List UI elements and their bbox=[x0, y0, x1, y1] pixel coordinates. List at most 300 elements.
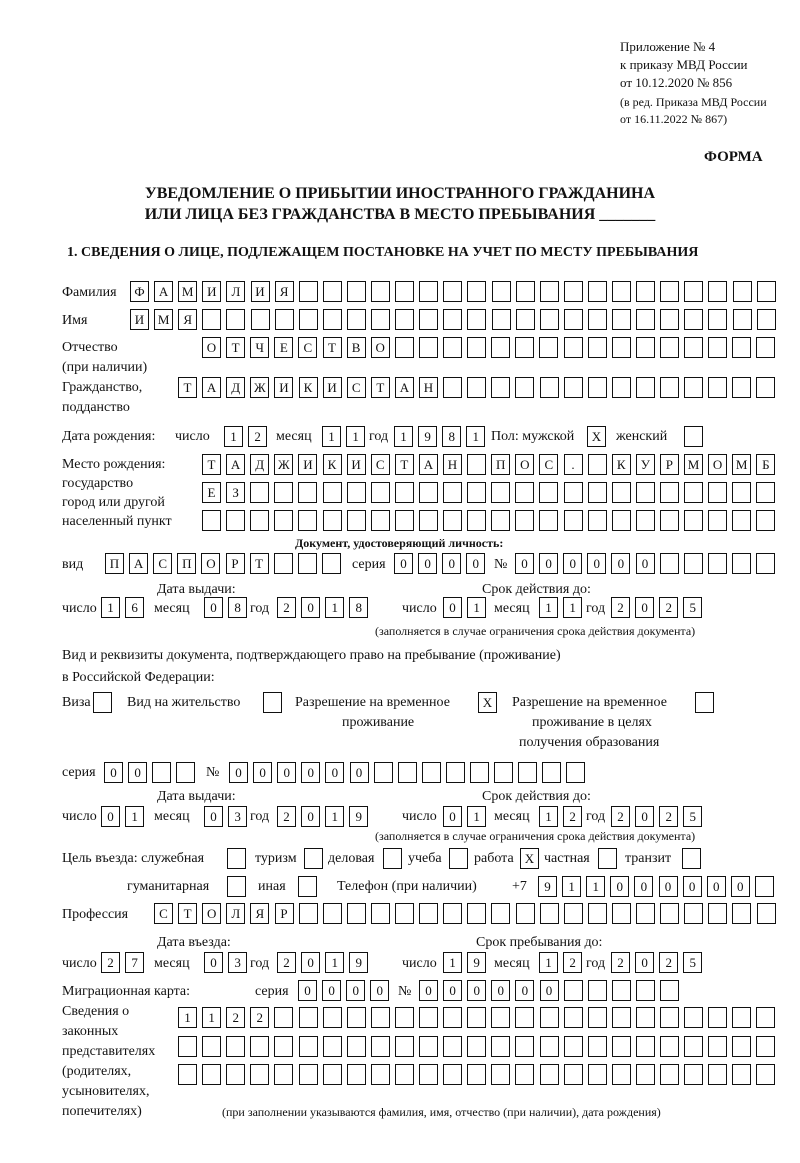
char-cell[interactable] bbox=[371, 903, 390, 924]
char-cell[interactable]: 1 bbox=[467, 806, 486, 827]
char-cell[interactable]: У bbox=[636, 454, 655, 475]
char-cell[interactable] bbox=[708, 1007, 727, 1028]
char-cell[interactable] bbox=[347, 482, 366, 503]
char-cell[interactable]: О bbox=[371, 337, 390, 358]
char-cell[interactable] bbox=[660, 377, 679, 398]
char-cell[interactable] bbox=[443, 1007, 462, 1028]
char-cell[interactable] bbox=[152, 762, 171, 783]
char-cell[interactable]: Т bbox=[202, 454, 221, 475]
char-cell[interactable]: М bbox=[684, 454, 703, 475]
char-cell[interactable]: 2 bbox=[611, 806, 630, 827]
char-cell[interactable] bbox=[226, 309, 245, 330]
char-cell[interactable]: 9 bbox=[349, 952, 368, 973]
char-cell[interactable]: 2 bbox=[277, 806, 296, 827]
char-cell[interactable]: И bbox=[274, 377, 293, 398]
char-cell[interactable] bbox=[756, 1007, 775, 1028]
char-cell[interactable] bbox=[564, 377, 583, 398]
char-cell[interactable] bbox=[492, 281, 511, 302]
char-cell[interactable]: 0 bbox=[325, 762, 344, 783]
char-cell[interactable] bbox=[684, 377, 703, 398]
char-cell[interactable] bbox=[539, 482, 558, 503]
char-cell[interactable]: 8 bbox=[442, 426, 461, 447]
char-cell[interactable]: 0 bbox=[418, 553, 437, 574]
char-cell[interactable]: 0 bbox=[204, 597, 223, 618]
char-cell[interactable]: А bbox=[129, 553, 148, 574]
char-cell[interactable]: 2 bbox=[659, 806, 678, 827]
char-cell[interactable] bbox=[636, 510, 655, 531]
checkbox[interactable] bbox=[227, 848, 246, 869]
char-cell[interactable] bbox=[347, 1036, 366, 1057]
char-cell[interactable]: 0 bbox=[322, 980, 341, 1001]
checkbox[interactable] bbox=[695, 692, 714, 713]
char-cell[interactable]: И bbox=[130, 309, 149, 330]
char-cell[interactable]: 1 bbox=[325, 952, 344, 973]
char-cell[interactable] bbox=[757, 903, 776, 924]
char-cell[interactable]: 1 bbox=[562, 876, 581, 897]
char-cell[interactable] bbox=[467, 1064, 486, 1085]
char-cell[interactable]: 0 bbox=[229, 762, 248, 783]
char-cell[interactable]: 9 bbox=[349, 806, 368, 827]
char-cell[interactable] bbox=[443, 903, 462, 924]
char-cell[interactable]: Н bbox=[443, 454, 462, 475]
char-cell[interactable] bbox=[323, 309, 342, 330]
char-cell[interactable] bbox=[636, 980, 655, 1001]
char-cell[interactable]: 2 bbox=[563, 806, 582, 827]
char-cell[interactable] bbox=[540, 903, 559, 924]
char-cell[interactable] bbox=[708, 1064, 727, 1085]
char-cell[interactable]: 0 bbox=[635, 806, 654, 827]
char-cell[interactable] bbox=[516, 903, 535, 924]
char-cell[interactable] bbox=[274, 553, 293, 574]
char-cell[interactable] bbox=[515, 510, 534, 531]
char-cell[interactable] bbox=[756, 482, 775, 503]
char-cell[interactable] bbox=[419, 309, 438, 330]
char-cell[interactable] bbox=[419, 1064, 438, 1085]
char-cell[interactable]: 0 bbox=[277, 762, 296, 783]
char-cell[interactable] bbox=[660, 337, 679, 358]
char-cell[interactable] bbox=[732, 482, 751, 503]
checkbox[interactable] bbox=[449, 848, 468, 869]
char-cell[interactable] bbox=[564, 980, 583, 1001]
char-cell[interactable]: 0 bbox=[683, 876, 702, 897]
char-cell[interactable] bbox=[299, 281, 318, 302]
char-cell[interactable] bbox=[299, 1036, 318, 1057]
char-cell[interactable]: 6 bbox=[125, 597, 144, 618]
char-cell[interactable] bbox=[539, 510, 558, 531]
char-cell[interactable]: О bbox=[202, 903, 221, 924]
char-cell[interactable] bbox=[612, 1064, 631, 1085]
char-cell[interactable]: 5 bbox=[683, 597, 702, 618]
char-cell[interactable]: Е bbox=[202, 482, 221, 503]
char-cell[interactable] bbox=[178, 1036, 197, 1057]
char-cell[interactable] bbox=[419, 510, 438, 531]
char-cell[interactable] bbox=[275, 309, 294, 330]
char-cell[interactable] bbox=[371, 1007, 390, 1028]
char-cell[interactable]: С bbox=[153, 553, 172, 574]
char-cell[interactable] bbox=[274, 1036, 293, 1057]
char-cell[interactable] bbox=[588, 903, 607, 924]
char-cell[interactable]: 1 bbox=[224, 426, 243, 447]
char-cell[interactable] bbox=[491, 377, 510, 398]
char-cell[interactable] bbox=[612, 510, 631, 531]
char-cell[interactable] bbox=[371, 281, 390, 302]
char-cell[interactable]: 0 bbox=[298, 980, 317, 1001]
char-cell[interactable] bbox=[371, 510, 390, 531]
char-cell[interactable] bbox=[323, 1064, 342, 1085]
char-cell[interactable] bbox=[684, 309, 703, 330]
char-cell[interactable] bbox=[708, 377, 727, 398]
char-cell[interactable]: Д bbox=[250, 454, 269, 475]
char-cell[interactable] bbox=[371, 482, 390, 503]
char-cell[interactable] bbox=[226, 1064, 245, 1085]
char-cell[interactable] bbox=[299, 903, 318, 924]
char-cell[interactable]: Ж bbox=[274, 454, 293, 475]
char-cell[interactable] bbox=[494, 762, 513, 783]
char-cell[interactable]: Т bbox=[323, 337, 342, 358]
char-cell[interactable]: 0 bbox=[635, 952, 654, 973]
char-cell[interactable] bbox=[395, 281, 414, 302]
char-cell[interactable] bbox=[684, 1036, 703, 1057]
char-cell[interactable]: В bbox=[347, 337, 366, 358]
char-cell[interactable] bbox=[467, 482, 486, 503]
char-cell[interactable]: 0 bbox=[467, 980, 486, 1001]
char-cell[interactable] bbox=[564, 1036, 583, 1057]
char-cell[interactable] bbox=[395, 309, 414, 330]
char-cell[interactable]: С bbox=[539, 454, 558, 475]
char-cell[interactable]: П bbox=[491, 454, 510, 475]
char-cell[interactable]: 7 bbox=[125, 952, 144, 973]
char-cell[interactable]: И bbox=[298, 454, 317, 475]
char-cell[interactable] bbox=[422, 762, 441, 783]
char-cell[interactable] bbox=[274, 1007, 293, 1028]
char-cell[interactable]: И bbox=[251, 281, 270, 302]
char-cell[interactable] bbox=[757, 309, 776, 330]
char-cell[interactable]: М bbox=[154, 309, 173, 330]
char-cell[interactable] bbox=[419, 337, 438, 358]
char-cell[interactable] bbox=[491, 1036, 510, 1057]
char-cell[interactable] bbox=[398, 762, 417, 783]
char-cell[interactable] bbox=[443, 1064, 462, 1085]
char-cell[interactable]: 0 bbox=[466, 553, 485, 574]
char-cell[interactable]: О bbox=[708, 454, 727, 475]
char-cell[interactable] bbox=[756, 337, 775, 358]
char-cell[interactable] bbox=[660, 903, 679, 924]
char-cell[interactable]: 0 bbox=[515, 553, 534, 574]
char-cell[interactable]: 0 bbox=[731, 876, 750, 897]
char-cell[interactable] bbox=[756, 510, 775, 531]
char-cell[interactable]: З bbox=[226, 482, 245, 503]
char-cell[interactable]: 0 bbox=[394, 553, 413, 574]
char-cell[interactable]: 0 bbox=[346, 980, 365, 1001]
char-cell[interactable] bbox=[660, 510, 679, 531]
char-cell[interactable]: 5 bbox=[683, 952, 702, 973]
char-cell[interactable] bbox=[176, 762, 195, 783]
char-cell[interactable]: К bbox=[612, 454, 631, 475]
char-cell[interactable] bbox=[636, 309, 655, 330]
char-cell[interactable]: 2 bbox=[659, 952, 678, 973]
char-cell[interactable] bbox=[684, 903, 703, 924]
checkbox[interactable] bbox=[304, 848, 323, 869]
char-cell[interactable]: О bbox=[515, 454, 534, 475]
char-cell[interactable] bbox=[491, 1064, 510, 1085]
char-cell[interactable] bbox=[756, 553, 775, 574]
char-cell[interactable] bbox=[588, 980, 607, 1001]
checkbox[interactable]: X bbox=[478, 692, 497, 713]
char-cell[interactable] bbox=[588, 1036, 607, 1057]
char-cell[interactable] bbox=[446, 762, 465, 783]
char-cell[interactable] bbox=[251, 309, 270, 330]
char-cell[interactable] bbox=[564, 903, 583, 924]
char-cell[interactable] bbox=[467, 1036, 486, 1057]
char-cell[interactable] bbox=[612, 482, 631, 503]
char-cell[interactable] bbox=[202, 1036, 221, 1057]
char-cell[interactable] bbox=[443, 482, 462, 503]
char-cell[interactable]: Е bbox=[274, 337, 293, 358]
char-cell[interactable] bbox=[515, 1064, 534, 1085]
char-cell[interactable] bbox=[395, 1064, 414, 1085]
char-cell[interactable] bbox=[347, 309, 366, 330]
char-cell[interactable]: 0 bbox=[587, 553, 606, 574]
char-cell[interactable] bbox=[540, 1007, 559, 1028]
char-cell[interactable] bbox=[588, 1064, 607, 1085]
char-cell[interactable]: 0 bbox=[104, 762, 123, 783]
char-cell[interactable] bbox=[732, 1036, 751, 1057]
char-cell[interactable] bbox=[395, 1007, 414, 1028]
char-cell[interactable] bbox=[299, 309, 318, 330]
char-cell[interactable] bbox=[443, 281, 462, 302]
char-cell[interactable]: 1 bbox=[346, 426, 365, 447]
char-cell[interactable] bbox=[539, 337, 558, 358]
char-cell[interactable] bbox=[491, 903, 510, 924]
char-cell[interactable]: 2 bbox=[277, 597, 296, 618]
char-cell[interactable] bbox=[274, 482, 293, 503]
char-cell[interactable] bbox=[636, 482, 655, 503]
char-cell[interactable] bbox=[733, 309, 752, 330]
char-cell[interactable] bbox=[564, 337, 583, 358]
char-cell[interactable] bbox=[588, 510, 607, 531]
char-cell[interactable]: 1 bbox=[539, 806, 558, 827]
char-cell[interactable] bbox=[515, 337, 534, 358]
char-cell[interactable] bbox=[542, 762, 561, 783]
char-cell[interactable] bbox=[467, 454, 486, 475]
char-cell[interactable] bbox=[347, 903, 366, 924]
char-cell[interactable]: 2 bbox=[101, 952, 120, 973]
checkbox[interactable]: X bbox=[587, 426, 606, 447]
char-cell[interactable] bbox=[564, 1007, 583, 1028]
checkbox[interactable] bbox=[227, 876, 246, 897]
char-cell[interactable] bbox=[564, 281, 583, 302]
char-cell[interactable]: Р bbox=[275, 903, 294, 924]
char-cell[interactable]: 2 bbox=[226, 1007, 245, 1028]
char-cell[interactable] bbox=[636, 1064, 655, 1085]
char-cell[interactable]: 8 bbox=[349, 597, 368, 618]
char-cell[interactable] bbox=[467, 903, 486, 924]
char-cell[interactable]: Т bbox=[371, 377, 390, 398]
char-cell[interactable] bbox=[491, 510, 510, 531]
char-cell[interactable]: И bbox=[202, 281, 221, 302]
char-cell[interactable]: Л bbox=[226, 281, 245, 302]
char-cell[interactable] bbox=[323, 903, 342, 924]
char-cell[interactable] bbox=[660, 1036, 679, 1057]
char-cell[interactable]: 3 bbox=[228, 806, 247, 827]
char-cell[interactable] bbox=[540, 281, 559, 302]
char-cell[interactable] bbox=[684, 553, 703, 574]
char-cell[interactable] bbox=[274, 1064, 293, 1085]
char-cell[interactable] bbox=[636, 337, 655, 358]
checkbox[interactable] bbox=[598, 848, 617, 869]
char-cell[interactable]: К bbox=[323, 454, 342, 475]
char-cell[interactable] bbox=[299, 1007, 318, 1028]
char-cell[interactable]: Я bbox=[275, 281, 294, 302]
char-cell[interactable]: 0 bbox=[204, 806, 223, 827]
char-cell[interactable] bbox=[732, 510, 751, 531]
char-cell[interactable] bbox=[518, 762, 537, 783]
char-cell[interactable]: Ф bbox=[130, 281, 149, 302]
char-cell[interactable] bbox=[708, 510, 727, 531]
char-cell[interactable] bbox=[467, 281, 486, 302]
checkbox[interactable] bbox=[684, 426, 703, 447]
char-cell[interactable] bbox=[684, 1064, 703, 1085]
char-cell[interactable]: И bbox=[347, 454, 366, 475]
char-cell[interactable]: 1 bbox=[563, 597, 582, 618]
char-cell[interactable] bbox=[708, 1036, 727, 1057]
char-cell[interactable] bbox=[612, 1007, 631, 1028]
char-cell[interactable] bbox=[470, 762, 489, 783]
char-cell[interactable] bbox=[755, 876, 774, 897]
char-cell[interactable] bbox=[660, 1007, 679, 1028]
char-cell[interactable] bbox=[732, 377, 751, 398]
char-cell[interactable] bbox=[226, 1036, 245, 1057]
char-cell[interactable]: А bbox=[202, 377, 221, 398]
char-cell[interactable] bbox=[347, 1064, 366, 1085]
char-cell[interactable]: 0 bbox=[635, 597, 654, 618]
char-cell[interactable]: 0 bbox=[634, 876, 653, 897]
char-cell[interactable]: 9 bbox=[538, 876, 557, 897]
char-cell[interactable] bbox=[443, 510, 462, 531]
char-cell[interactable] bbox=[564, 1064, 583, 1085]
char-cell[interactable] bbox=[371, 309, 390, 330]
char-cell[interactable] bbox=[298, 553, 317, 574]
char-cell[interactable] bbox=[492, 309, 511, 330]
char-cell[interactable]: Л bbox=[226, 903, 245, 924]
char-cell[interactable]: 0 bbox=[442, 553, 461, 574]
char-cell[interactable] bbox=[298, 510, 317, 531]
char-cell[interactable] bbox=[612, 980, 631, 1001]
char-cell[interactable] bbox=[660, 553, 679, 574]
char-cell[interactable] bbox=[323, 482, 342, 503]
char-cell[interactable] bbox=[515, 1036, 534, 1057]
char-cell[interactable]: Т bbox=[395, 454, 414, 475]
char-cell[interactable] bbox=[419, 1007, 438, 1028]
char-cell[interactable]: М bbox=[178, 281, 197, 302]
char-cell[interactable] bbox=[540, 377, 559, 398]
char-cell[interactable]: Я bbox=[250, 903, 269, 924]
char-cell[interactable] bbox=[588, 454, 607, 475]
char-cell[interactable]: 9 bbox=[467, 952, 486, 973]
char-cell[interactable]: 0 bbox=[563, 553, 582, 574]
char-cell[interactable] bbox=[612, 903, 631, 924]
checkbox[interactable] bbox=[263, 692, 282, 713]
char-cell[interactable]: С bbox=[371, 454, 390, 475]
char-cell[interactable] bbox=[612, 1036, 631, 1057]
char-cell[interactable] bbox=[612, 281, 631, 302]
char-cell[interactable]: 3 bbox=[228, 952, 247, 973]
char-cell[interactable] bbox=[636, 1007, 655, 1028]
char-cell[interactable] bbox=[467, 510, 486, 531]
char-cell[interactable] bbox=[347, 510, 366, 531]
char-cell[interactable] bbox=[395, 1036, 414, 1057]
char-cell[interactable] bbox=[299, 1064, 318, 1085]
char-cell[interactable] bbox=[612, 309, 631, 330]
char-cell[interactable] bbox=[323, 1036, 342, 1057]
char-cell[interactable]: Н bbox=[419, 377, 438, 398]
char-cell[interactable]: 1 bbox=[443, 952, 462, 973]
char-cell[interactable] bbox=[467, 1007, 486, 1028]
char-cell[interactable]: 0 bbox=[419, 980, 438, 1001]
char-cell[interactable]: И bbox=[323, 377, 342, 398]
char-cell[interactable]: 1 bbox=[539, 597, 558, 618]
char-cell[interactable] bbox=[395, 482, 414, 503]
char-cell[interactable] bbox=[298, 482, 317, 503]
char-cell[interactable] bbox=[732, 1064, 751, 1085]
char-cell[interactable]: 1 bbox=[325, 806, 344, 827]
char-cell[interactable]: Р bbox=[226, 553, 245, 574]
char-cell[interactable]: Т bbox=[178, 903, 197, 924]
char-cell[interactable] bbox=[323, 281, 342, 302]
char-cell[interactable] bbox=[323, 510, 342, 531]
char-cell[interactable] bbox=[323, 1007, 342, 1028]
char-cell[interactable]: 1 bbox=[125, 806, 144, 827]
char-cell[interactable] bbox=[491, 1007, 510, 1028]
char-cell[interactable]: 1 bbox=[101, 597, 120, 618]
char-cell[interactable]: 2 bbox=[277, 952, 296, 973]
char-cell[interactable] bbox=[395, 510, 414, 531]
char-cell[interactable]: 0 bbox=[350, 762, 369, 783]
char-cell[interactable]: 0 bbox=[659, 876, 678, 897]
char-cell[interactable]: 0 bbox=[611, 553, 630, 574]
char-cell[interactable]: 0 bbox=[301, 952, 320, 973]
char-cell[interactable]: 1 bbox=[539, 952, 558, 973]
char-cell[interactable] bbox=[564, 309, 583, 330]
char-cell[interactable] bbox=[756, 377, 775, 398]
char-cell[interactable] bbox=[491, 337, 510, 358]
char-cell[interactable] bbox=[757, 281, 776, 302]
char-cell[interactable] bbox=[202, 1064, 221, 1085]
char-cell[interactable]: 2 bbox=[611, 952, 630, 973]
char-cell[interactable] bbox=[708, 553, 727, 574]
char-cell[interactable] bbox=[347, 1007, 366, 1028]
char-cell[interactable] bbox=[371, 1036, 390, 1057]
char-cell[interactable] bbox=[588, 281, 607, 302]
char-cell[interactable]: 1 bbox=[466, 426, 485, 447]
char-cell[interactable]: Д bbox=[226, 377, 245, 398]
char-cell[interactable]: К bbox=[299, 377, 318, 398]
char-cell[interactable]: 0 bbox=[128, 762, 147, 783]
char-cell[interactable]: Я bbox=[178, 309, 197, 330]
char-cell[interactable]: 0 bbox=[443, 597, 462, 618]
char-cell[interactable] bbox=[178, 1064, 197, 1085]
char-cell[interactable] bbox=[202, 309, 221, 330]
char-cell[interactable] bbox=[732, 903, 751, 924]
char-cell[interactable] bbox=[733, 281, 752, 302]
char-cell[interactable] bbox=[443, 1036, 462, 1057]
char-cell[interactable] bbox=[708, 281, 727, 302]
char-cell[interactable] bbox=[660, 980, 679, 1001]
checkbox[interactable]: X bbox=[520, 848, 539, 869]
char-cell[interactable]: 0 bbox=[515, 980, 534, 1001]
char-cell[interactable]: 1 bbox=[202, 1007, 221, 1028]
char-cell[interactable] bbox=[443, 377, 462, 398]
